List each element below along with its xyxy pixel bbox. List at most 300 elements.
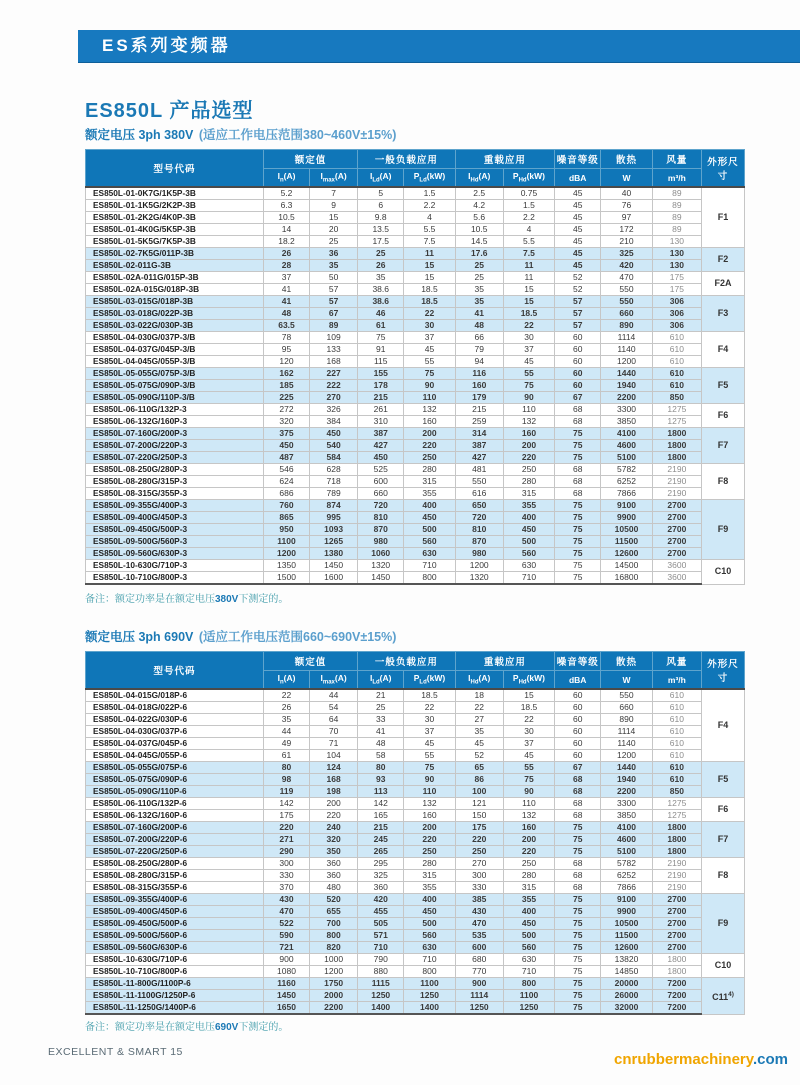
dim-cell: F4 — [702, 332, 745, 368]
value-cell: 560 — [404, 536, 455, 548]
value-cell: 7200 — [652, 990, 701, 1002]
value-cell: 610 — [652, 702, 701, 714]
value-cell: 480 — [310, 882, 358, 894]
value-cell: 550 — [601, 284, 652, 296]
table-row — [86, 236, 745, 248]
value-cell: 7 — [310, 187, 358, 200]
value-cell: 430 — [263, 894, 309, 906]
value-cell: 16800 — [601, 572, 652, 585]
value-cell: 2700 — [652, 906, 701, 918]
value-cell: 427 — [358, 440, 404, 452]
value-cell: 720 — [358, 500, 404, 512]
value-cell: 200 — [404, 822, 455, 834]
value-cell: 22 — [503, 714, 554, 726]
value-cell: 1800 — [652, 966, 701, 978]
table-row — [86, 870, 745, 882]
value-cell: 1115 — [358, 978, 404, 990]
model-cell: ES850L-05-055G/075P-3/B — [86, 368, 264, 380]
value-cell: 22 — [503, 320, 554, 332]
value-cell: 94 — [455, 356, 503, 368]
table-row — [86, 452, 745, 464]
value-cell: 1800 — [652, 452, 701, 464]
value-cell: 7200 — [652, 978, 701, 990]
value-cell: 37 — [503, 738, 554, 750]
table-row — [86, 786, 745, 798]
col-header-heavy-load: 重载应用 — [455, 150, 554, 169]
value-cell: 52 — [455, 750, 503, 762]
value-cell: 385 — [455, 894, 503, 906]
dim-cell: F8 — [702, 858, 745, 894]
value-cell: 130 — [652, 236, 701, 248]
value-cell: 132 — [503, 416, 554, 428]
value-cell: 104 — [310, 750, 358, 762]
subtitle-range: (适应工作电压范围660~690V±15%) — [198, 630, 397, 644]
value-cell: 1265 — [310, 536, 358, 548]
value-cell: 35 — [310, 260, 358, 272]
value-cell: 75 — [503, 380, 554, 392]
value-cell: 1800 — [652, 440, 701, 452]
value-cell: 142 — [263, 798, 309, 810]
value-cell: 387 — [358, 428, 404, 440]
value-cell: 400 — [503, 906, 554, 918]
value-cell: 650 — [455, 500, 503, 512]
value-cell: 222 — [310, 380, 358, 392]
value-cell: 610 — [652, 762, 701, 774]
value-cell: 75 — [503, 774, 554, 786]
value-cell: 76 — [601, 200, 652, 212]
value-cell: 500 — [404, 918, 455, 930]
value-cell: 680 — [455, 954, 503, 966]
value-cell: 315 — [503, 882, 554, 894]
value-cell: 160 — [503, 428, 554, 440]
dim-cell: C10 — [702, 954, 745, 978]
value-cell: 220 — [503, 846, 554, 858]
value-cell: 9100 — [601, 894, 652, 906]
model-cell: ES850L-10-630G/710P-3 — [86, 560, 264, 572]
value-cell: 427 — [455, 452, 503, 464]
value-cell: 2200 — [601, 392, 652, 404]
value-cell: 75 — [555, 524, 601, 536]
value-cell: 75 — [555, 452, 601, 464]
value-cell: 1800 — [652, 834, 701, 846]
col-header-dimensions: 外形尺寸 — [702, 150, 745, 188]
value-cell: 175 — [652, 272, 701, 284]
value-cell: 21 — [358, 689, 404, 702]
table-row — [86, 536, 745, 548]
table-row — [86, 272, 745, 284]
value-cell: 48 — [358, 738, 404, 750]
model-cell: ES850L-02-011G-3B — [86, 260, 264, 272]
value-cell: 60 — [555, 689, 601, 702]
value-cell: 1100 — [263, 536, 309, 548]
value-cell: 800 — [404, 966, 455, 978]
model-cell: ES850L-10-710G/800P-6 — [86, 966, 264, 978]
value-cell: 1440 — [601, 762, 652, 774]
value-cell: 245 — [358, 834, 404, 846]
model-cell: ES850L-07-160G/200P-6 — [86, 822, 264, 834]
value-cell: 306 — [652, 308, 701, 320]
model-cell: ES850L-08-250G/280P-6 — [86, 858, 264, 870]
value-cell: 220 — [263, 822, 309, 834]
value-cell: 220 — [310, 810, 358, 822]
value-cell: 227 — [310, 368, 358, 380]
value-cell: 75 — [404, 762, 455, 774]
value-cell: 179 — [455, 392, 503, 404]
value-cell: 5782 — [601, 464, 652, 476]
table-row — [86, 966, 745, 978]
value-cell: 52 — [555, 284, 601, 296]
table-row — [86, 260, 745, 272]
value-cell: 55 — [404, 356, 455, 368]
header-row-groups — [86, 652, 745, 671]
value-cell: 75 — [555, 942, 601, 954]
value-cell: 67 — [555, 762, 601, 774]
value-cell: 270 — [310, 392, 358, 404]
value-cell: 68 — [555, 464, 601, 476]
value-cell: 45 — [455, 738, 503, 750]
col-header-unit: $I_n(A)$ — [263, 169, 309, 188]
value-cell: 26 — [263, 702, 309, 714]
value-cell: 220 — [503, 452, 554, 464]
value-cell: 49 — [263, 738, 309, 750]
table-row — [86, 810, 745, 822]
value-cell: 610 — [652, 380, 701, 392]
value-cell: 67 — [555, 392, 601, 404]
value-cell: 68 — [555, 774, 601, 786]
value-cell: 2190 — [652, 858, 701, 870]
value-cell: 26 — [263, 248, 309, 260]
table-row — [86, 488, 745, 500]
value-cell: 22 — [455, 702, 503, 714]
value-cell: 560 — [503, 942, 554, 954]
value-cell: 6252 — [601, 476, 652, 488]
value-cell: 2190 — [652, 476, 701, 488]
note-voltage: 380V — [215, 594, 239, 605]
col-header-unit: $P_{Ld}(kW)$ — [404, 671, 455, 690]
value-cell: 1380 — [310, 548, 358, 560]
value-cell: 2700 — [652, 548, 701, 560]
value-cell: 271 — [263, 834, 309, 846]
footer-brand — [614, 1051, 788, 1068]
value-cell: 628 — [310, 464, 358, 476]
value-cell: 45 — [503, 356, 554, 368]
col-header-unit: W — [601, 169, 652, 188]
value-cell: 162 — [263, 368, 309, 380]
value-cell: 0.75 — [503, 187, 554, 200]
value-cell: 75 — [555, 548, 601, 560]
note-690v — [85, 1018, 288, 1033]
value-cell: 68 — [555, 404, 601, 416]
table-row — [86, 572, 745, 585]
value-cell: 610 — [652, 344, 701, 356]
col-header-unit: $I_n(A)$ — [263, 671, 309, 690]
value-cell: 115 — [358, 356, 404, 368]
value-cell: 259 — [455, 416, 503, 428]
table-row — [86, 942, 745, 954]
value-cell: 890 — [601, 320, 652, 332]
table-row — [86, 822, 745, 834]
value-cell: 30 — [503, 726, 554, 738]
value-cell: 10.5 — [263, 212, 309, 224]
value-cell: 14.5 — [455, 236, 503, 248]
value-cell: 45 — [404, 344, 455, 356]
value-cell: 90 — [503, 392, 554, 404]
value-cell: 290 — [263, 846, 309, 858]
value-cell: 10.5 — [455, 224, 503, 236]
model-cell: ES850L-05-075G/090P-3/B — [86, 380, 264, 392]
note-380v — [85, 590, 288, 605]
value-cell: 660 — [601, 308, 652, 320]
value-cell: 550 — [455, 476, 503, 488]
value-cell: 17.6 — [455, 248, 503, 260]
model-cell: ES850L-10-630G/710P-6 — [86, 954, 264, 966]
value-cell: 93 — [358, 774, 404, 786]
value-cell: 1200 — [455, 560, 503, 572]
value-cell: 75 — [555, 966, 601, 978]
value-cell: 686 — [263, 488, 309, 500]
table-row — [86, 978, 745, 990]
model-cell: ES850L-01-2K2G/4K0P-3B — [86, 212, 264, 224]
value-cell: 20000 — [601, 978, 652, 990]
value-cell: 64 — [310, 714, 358, 726]
value-cell: 89 — [652, 212, 701, 224]
model-cell: ES850L-05-055G/075P-6 — [86, 762, 264, 774]
value-cell: 132 — [404, 798, 455, 810]
value-cell: 375 — [263, 428, 309, 440]
value-cell: 18.2 — [263, 236, 309, 248]
value-cell: 420 — [358, 894, 404, 906]
value-cell: 89 — [652, 224, 701, 236]
value-cell: 37 — [404, 332, 455, 344]
value-cell: 2190 — [652, 464, 701, 476]
model-cell: ES850L-08-280G/315P-6 — [86, 870, 264, 882]
value-cell: 119 — [263, 786, 309, 798]
value-cell: 15 — [503, 284, 554, 296]
value-cell: 100 — [455, 786, 503, 798]
value-cell: 75 — [555, 978, 601, 990]
value-cell: 95 — [263, 344, 309, 356]
model-cell: ES850L-09-500G/560P-3 — [86, 536, 264, 548]
value-cell: 2190 — [652, 870, 701, 882]
value-cell: 900 — [263, 954, 309, 966]
value-cell: 75 — [555, 894, 601, 906]
value-cell: 75 — [555, 536, 601, 548]
table-row — [86, 894, 745, 906]
table-row — [86, 344, 745, 356]
value-cell: 22 — [404, 308, 455, 320]
table-body — [86, 187, 745, 584]
col-header-noise: 噪音等级 — [555, 150, 601, 169]
dim-cell: F7 — [702, 822, 745, 858]
value-cell: 250 — [503, 858, 554, 870]
table-row — [86, 464, 745, 476]
col-header-unit: $I_{Hd}(A)$ — [455, 169, 503, 188]
value-cell: 220 — [404, 440, 455, 452]
value-cell: 6252 — [601, 870, 652, 882]
value-cell: 98 — [263, 774, 309, 786]
value-cell: 470 — [601, 272, 652, 284]
value-cell: 13.5 — [358, 224, 404, 236]
value-cell: 70 — [310, 726, 358, 738]
value-cell: 80 — [358, 762, 404, 774]
model-cell: ES850L-04-030G/037P-6 — [86, 726, 264, 738]
model-cell: ES850L-08-250G/280P-3 — [86, 464, 264, 476]
value-cell: 45 — [555, 212, 601, 224]
value-cell: 18 — [455, 689, 503, 702]
value-cell: 9 — [310, 200, 358, 212]
value-cell: 1200 — [263, 548, 309, 560]
value-cell: 68 — [555, 488, 601, 500]
value-cell: 450 — [263, 440, 309, 452]
table-row — [86, 428, 745, 440]
value-cell: 142 — [358, 798, 404, 810]
model-cell: ES850L-05-075G/090P-6 — [86, 774, 264, 786]
value-cell: 38.6 — [358, 296, 404, 308]
value-cell: 1100 — [404, 978, 455, 990]
value-cell: 5.6 — [455, 212, 503, 224]
value-cell: 1114 — [601, 726, 652, 738]
dim-cell: F5 — [702, 368, 745, 404]
value-cell: 4600 — [601, 834, 652, 846]
value-cell: 550 — [601, 296, 652, 308]
table-row — [86, 476, 745, 488]
value-cell: 7200 — [652, 1002, 701, 1015]
value-cell: 78 — [263, 332, 309, 344]
value-cell: 550 — [601, 689, 652, 702]
value-cell: 60 — [555, 368, 601, 380]
value-cell: 7.5 — [404, 236, 455, 248]
value-cell: 80 — [263, 762, 309, 774]
table-row — [86, 320, 745, 332]
value-cell: 610 — [652, 774, 701, 786]
table-row — [86, 738, 745, 750]
col-header-noise: 噪音等级 — [555, 652, 601, 671]
value-cell: 525 — [358, 464, 404, 476]
value-cell: 155 — [358, 368, 404, 380]
value-cell: 113 — [358, 786, 404, 798]
value-cell: 41 — [263, 296, 309, 308]
table-row — [86, 356, 745, 368]
col-header-unit: $I_{Ld}(A)$ — [358, 169, 404, 188]
value-cell: 660 — [601, 702, 652, 714]
value-cell: 481 — [455, 464, 503, 476]
value-cell: 330 — [455, 882, 503, 894]
value-cell: 1400 — [358, 1002, 404, 1015]
note-prefix: 备注：额定功率是在额定电压 — [85, 594, 215, 605]
value-cell: 48 — [263, 308, 309, 320]
value-cell: 15 — [404, 260, 455, 272]
table-row — [86, 512, 745, 524]
value-cell: 200 — [503, 834, 554, 846]
dim-cell: F9 — [702, 894, 745, 954]
value-cell: 45 — [555, 187, 601, 200]
model-cell: ES850L-02A-015G/018P-3B — [86, 284, 264, 296]
value-cell: 450 — [358, 452, 404, 464]
value-cell: 121 — [455, 798, 503, 810]
value-cell: 200 — [310, 798, 358, 810]
value-cell: 1320 — [358, 560, 404, 572]
value-cell: 710 — [404, 560, 455, 572]
value-cell: 270 — [455, 858, 503, 870]
value-cell: 250 — [404, 846, 455, 858]
value-cell: 35 — [455, 726, 503, 738]
value-cell: 1800 — [652, 428, 701, 440]
value-cell: 4 — [503, 224, 554, 236]
value-cell: 1200 — [310, 966, 358, 978]
value-cell: 45 — [555, 236, 601, 248]
value-cell: 500 — [404, 524, 455, 536]
table-row — [86, 726, 745, 738]
value-cell: 3600 — [652, 560, 701, 572]
value-cell: 2190 — [652, 488, 701, 500]
value-cell: 11500 — [601, 930, 652, 942]
value-cell: 420 — [601, 260, 652, 272]
note-prefix: 备注：额定功率是在额定电压 — [85, 1022, 215, 1033]
value-cell: 800 — [310, 930, 358, 942]
value-cell: 3300 — [601, 404, 652, 416]
value-cell: 700 — [310, 918, 358, 930]
value-cell: 57 — [555, 308, 601, 320]
value-cell: 1450 — [310, 560, 358, 572]
value-cell: 450 — [310, 428, 358, 440]
table-row — [86, 906, 745, 918]
value-cell: 355 — [404, 882, 455, 894]
value-cell: 68 — [555, 870, 601, 882]
table-row — [86, 774, 745, 786]
table-row — [86, 846, 745, 858]
value-cell: 850 — [652, 786, 701, 798]
value-cell: 535 — [455, 930, 503, 942]
value-cell: 250 — [404, 452, 455, 464]
value-cell: 26 — [358, 260, 404, 272]
value-cell: 5100 — [601, 452, 652, 464]
model-cell: ES850L-09-355G/400P-3 — [86, 500, 264, 512]
value-cell: 160 — [455, 380, 503, 392]
value-cell: 60 — [555, 750, 601, 762]
value-cell: 67 — [310, 308, 358, 320]
value-cell: 60 — [555, 738, 601, 750]
value-cell: 65 — [455, 762, 503, 774]
value-cell: 2700 — [652, 500, 701, 512]
value-cell: 300 — [263, 858, 309, 870]
value-cell: 110 — [404, 786, 455, 798]
model-cell: ES850L-03-022G/030P-3B — [86, 320, 264, 332]
value-cell: 261 — [358, 404, 404, 416]
value-cell: 865 — [263, 512, 309, 524]
model-cell: ES850L-08-315G/355P-6 — [86, 882, 264, 894]
col-header-heat: 散热 — [601, 150, 652, 169]
table-row — [86, 308, 745, 320]
value-cell: 1940 — [601, 774, 652, 786]
value-cell: 9900 — [601, 512, 652, 524]
value-cell: 1114 — [601, 332, 652, 344]
value-cell: 240 — [310, 822, 358, 834]
dim-cell: F2 — [702, 248, 745, 272]
table-row — [86, 990, 745, 1002]
table-row — [86, 930, 745, 942]
dim-cell: F7 — [702, 428, 745, 464]
value-cell: 36 — [310, 248, 358, 260]
value-cell: 12600 — [601, 548, 652, 560]
value-cell: 5100 — [601, 846, 652, 858]
value-cell: 14500 — [601, 560, 652, 572]
value-cell: 760 — [263, 500, 309, 512]
selection-table-690v — [85, 651, 745, 1015]
col-header-dimensions: 外形尺寸 — [702, 652, 745, 690]
value-cell: 41 — [358, 726, 404, 738]
value-cell: 160 — [404, 416, 455, 428]
value-cell: 315 — [404, 870, 455, 882]
